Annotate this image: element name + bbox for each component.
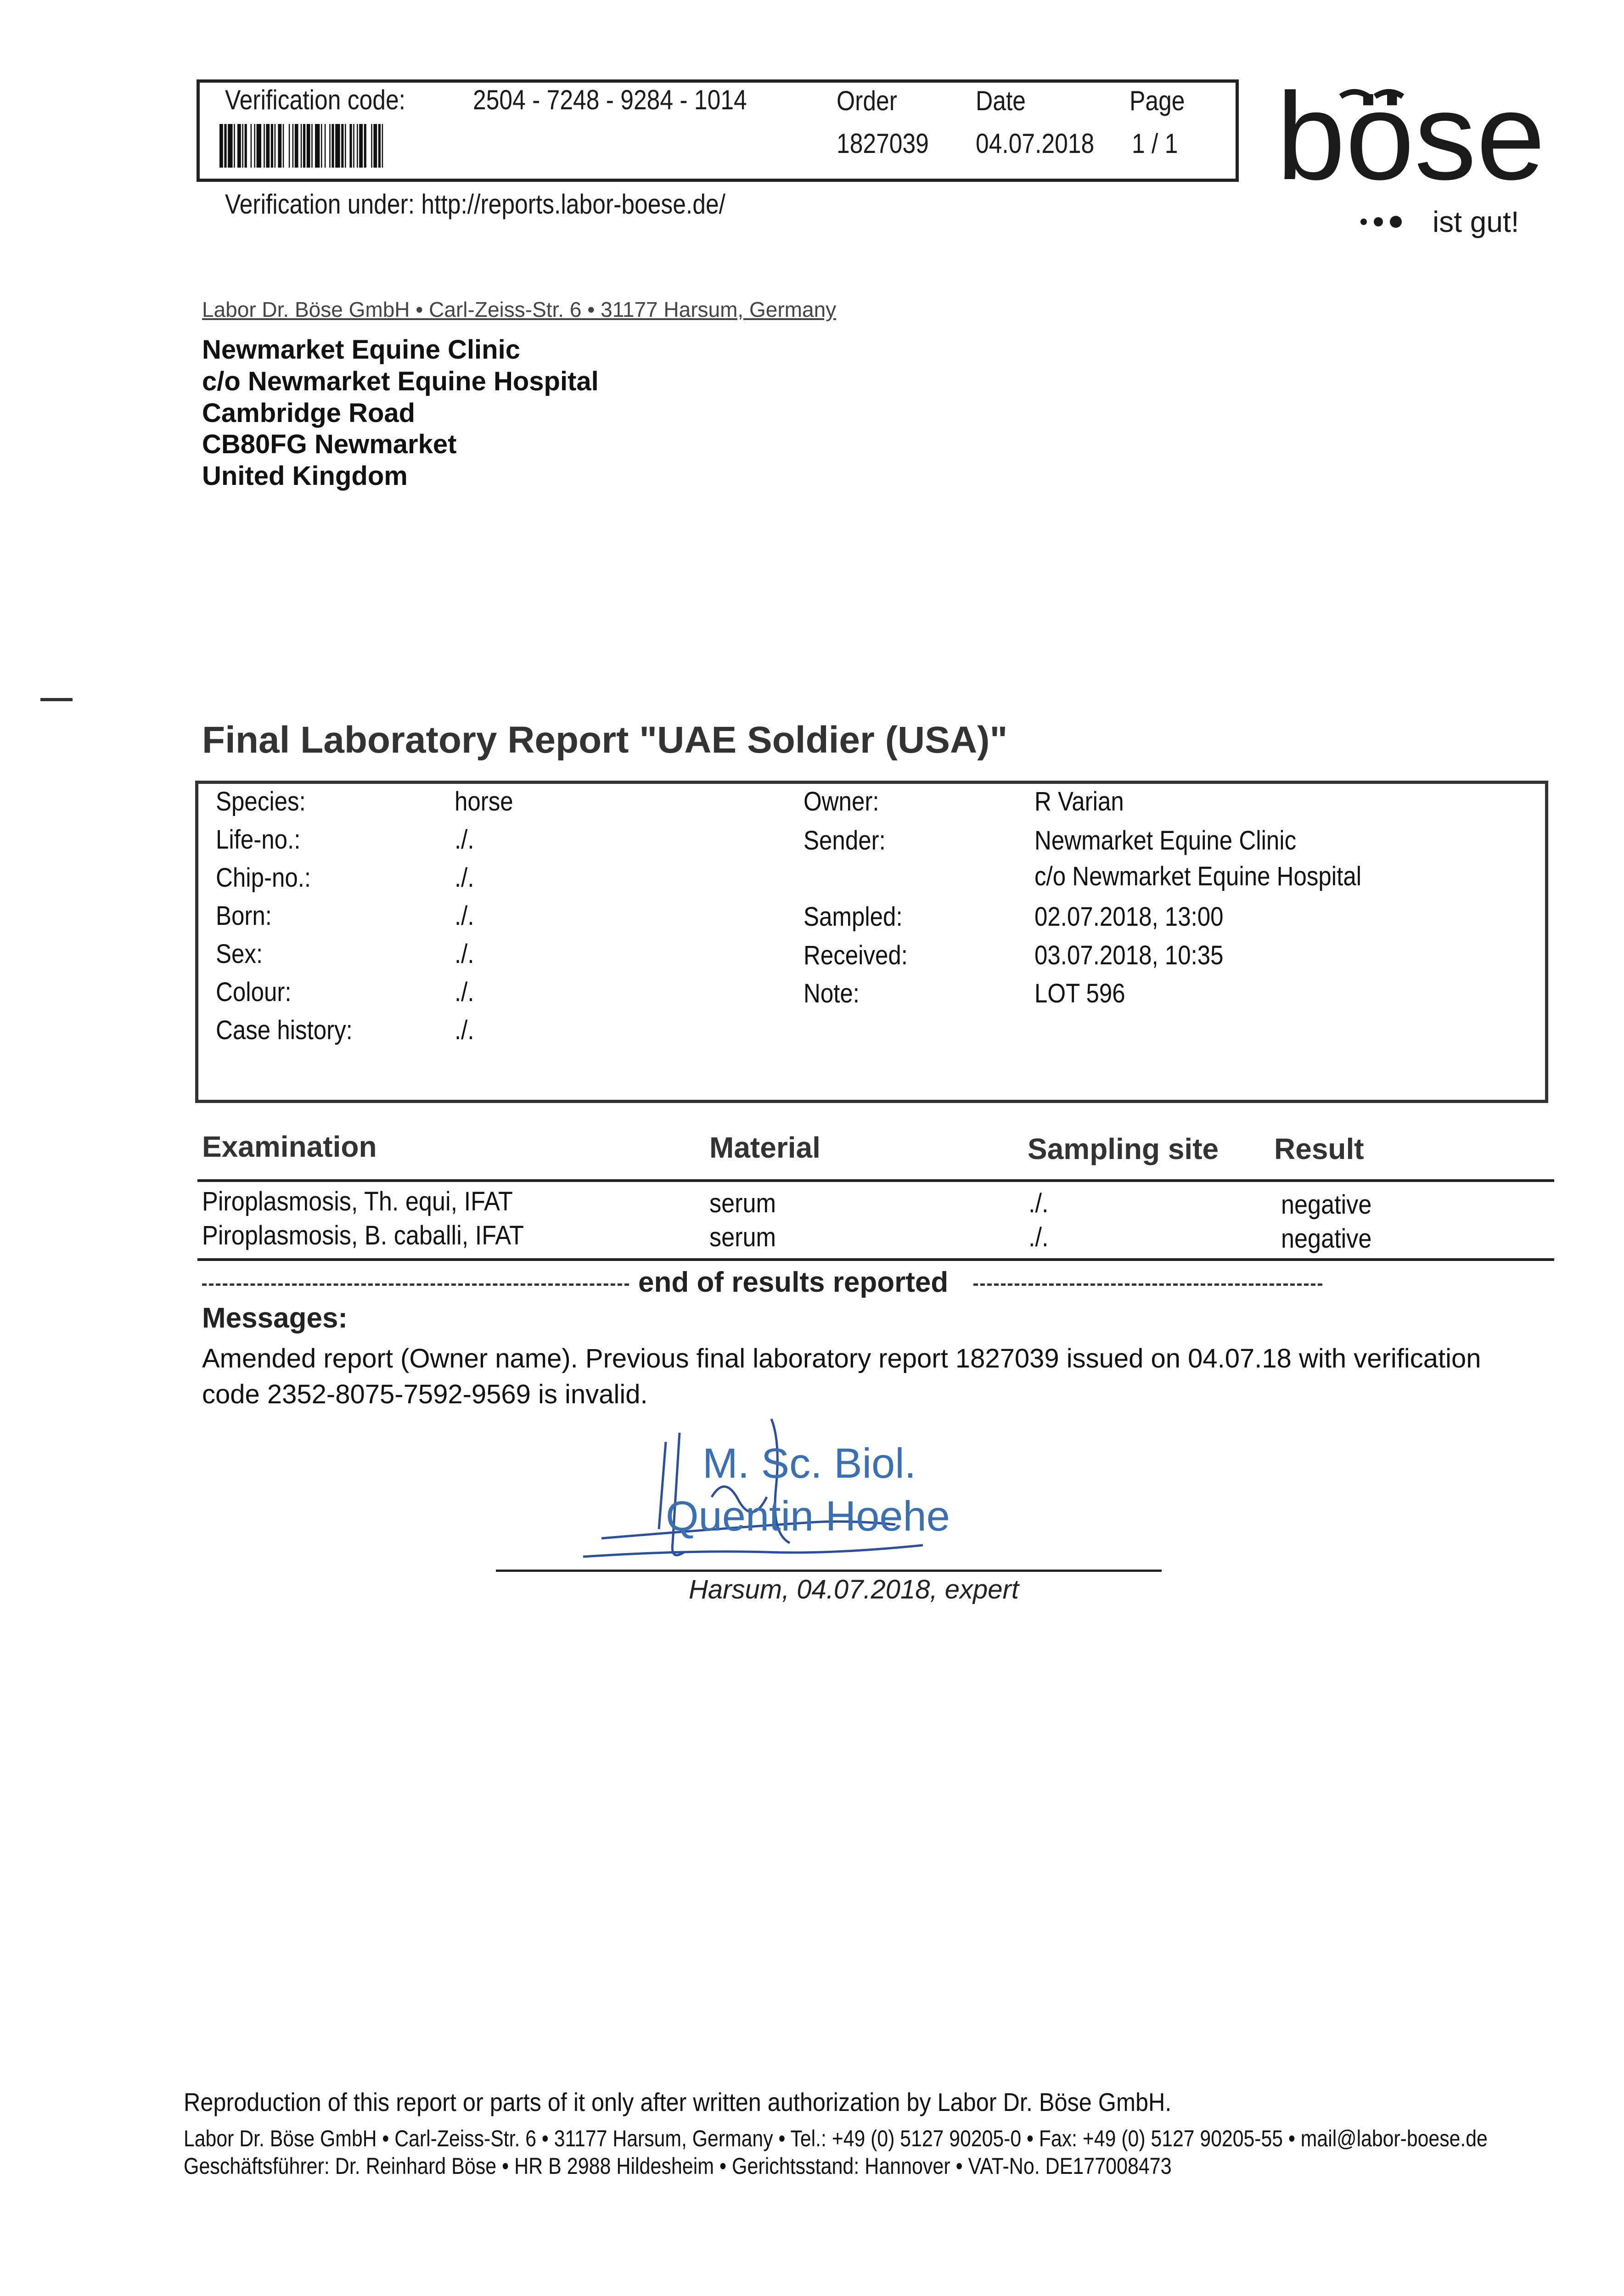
- result-row-1-site: ./.: [1028, 1188, 1049, 1218]
- colour-label: Colour:: [216, 977, 292, 1007]
- sender-value-1: Newmarket Equine Clinic: [1034, 826, 1297, 855]
- logo-dot-large: [1390, 216, 1402, 228]
- barcode-bar: [359, 124, 363, 168]
- page-value: 1 / 1: [1132, 128, 1178, 159]
- life-no-label: Life-no.:: [216, 825, 301, 855]
- logo-dot-medium: [1374, 217, 1383, 226]
- barcode-bar: [315, 124, 320, 168]
- born-label: Born:: [216, 901, 272, 931]
- barcode-bar: [364, 124, 366, 168]
- barcode-bar: [264, 124, 265, 168]
- end-dash-left: [202, 1283, 629, 1288]
- stamp-title: M. Sc. Biol.: [702, 1440, 916, 1487]
- barcode-bar: [349, 124, 352, 168]
- messages-heading: Messages:: [202, 1302, 348, 1334]
- barcode-bar: [353, 124, 354, 168]
- result-row-2-examination: Piroplasmosis, B. caballi, IFAT: [202, 1221, 524, 1250]
- result-row-1-result: negative: [1281, 1190, 1372, 1220]
- end-dash-right: [973, 1283, 1322, 1288]
- bose-logo: [1272, 73, 1547, 239]
- messages-text: Amended report (Owner name). Previous final laboratory report 1827039 issued on 04.07.18 with verification code 2352-8075-7592-9569 is invalid.: [202, 1344, 1481, 1409]
- owner-value: R Varian: [1034, 787, 1124, 816]
- barcode-bar: [251, 124, 252, 168]
- barcode-bar: [378, 124, 381, 168]
- stamp-name: Quentin Hoehe: [666, 1493, 950, 1540]
- barcode-bar: [311, 124, 313, 168]
- result-row-2-site: ./.: [1028, 1222, 1049, 1252]
- barcode-bar: [234, 124, 235, 168]
- barcode-bar: [341, 124, 343, 168]
- species-value: horse: [455, 787, 513, 816]
- barcode-bar: [325, 124, 326, 168]
- barcode-bar: [301, 124, 302, 168]
- reproduction-notice: Reproduction of this report or parts of it only after written authorization by Labor Dr. Böse GmbH.: [184, 2088, 1172, 2116]
- verification-code-label: Verification code:: [225, 84, 405, 115]
- barcode-bar: [292, 124, 294, 168]
- barcode-bar: [275, 124, 276, 168]
- recipient-line-5: United Kingdom: [202, 461, 408, 491]
- owner-label: Owner:: [804, 787, 879, 816]
- barcode-bar: [266, 124, 270, 168]
- sex-value: ./.: [455, 939, 474, 969]
- result-row-2-material: serum: [709, 1222, 776, 1252]
- barcode-bar: [335, 124, 340, 168]
- barcode-bar: [295, 124, 298, 168]
- case-history-value: ./.: [455, 1015, 474, 1045]
- barcode-bar: [242, 124, 243, 168]
- order-value: 1827039: [837, 128, 929, 159]
- barcode-bar: [278, 124, 281, 168]
- chip-no-value: ./.: [455, 863, 474, 893]
- barcode-bar: [257, 124, 261, 168]
- logo-tagline: ist gut!: [1433, 205, 1519, 238]
- barcode-bar: [245, 124, 247, 168]
- barcode-bar: [332, 124, 334, 168]
- recipient-line-4: CB80FG Newmarket: [202, 429, 457, 459]
- barcode-bar: [237, 124, 241, 168]
- case-history-label: Case history:: [216, 1015, 353, 1045]
- received-value: 03.07.2018, 10:35: [1034, 940, 1224, 970]
- signature-line: [496, 1570, 1162, 1572]
- barcode-bar: [254, 124, 255, 168]
- table-header-rule: [197, 1179, 1554, 1182]
- verification-url: Verification under: http://reports.labor-boese.de/: [225, 189, 725, 219]
- sampled-value: 02.07.2018, 13:00: [1034, 902, 1224, 932]
- recipient-line-3: Cambridge Road: [202, 398, 416, 428]
- barcode-bar: [271, 124, 273, 168]
- order-label: Order: [837, 85, 897, 116]
- colour-value: ./.: [455, 977, 474, 1007]
- result-row-1-examination: Piroplasmosis, Th. equi, IFAT: [202, 1187, 513, 1216]
- logo-dot-small: [1360, 219, 1367, 225]
- result-header: Result: [1274, 1132, 1364, 1165]
- page-label: Page: [1129, 85, 1185, 116]
- sender-value-2: c/o Newmarket Equine Hospital: [1034, 861, 1362, 891]
- material-header: Material: [709, 1131, 820, 1164]
- chip-no-label: Chip-no.:: [216, 863, 311, 893]
- signature-stamp: [666, 1437, 950, 1543]
- end-of-results-text: end of results reported: [638, 1266, 949, 1298]
- barcode-bar: [289, 124, 290, 168]
- species-label: Species:: [216, 787, 306, 816]
- sender-label: Sender:: [804, 826, 886, 855]
- footer-address-line: Labor Dr. Böse GmbH • Carl-Zeiss-Str. 6 • 31177 Harsum, Germany • Tel.: +49 (0) 5127 90205-0 • Fax: +49 (0) 5127 90205-55 • mail@labor-boese.de: [184, 2126, 1488, 2151]
- barcode-bar: [357, 124, 358, 168]
- note-value: LOT 596: [1034, 979, 1125, 1008]
- fold-mark: [40, 698, 73, 701]
- sex-label: Sex:: [216, 939, 263, 969]
- date-label: Date: [976, 85, 1026, 116]
- barcode-bar: [228, 124, 232, 168]
- barcode-bar: [219, 124, 223, 168]
- examination-header: Examination: [202, 1130, 377, 1163]
- table-footer-rule: [197, 1258, 1554, 1261]
- result-row-2-result: negative: [1281, 1224, 1372, 1254]
- barcode-bar: [382, 124, 383, 168]
- verification-code-value: 2504 - 7248 - 9284 - 1014: [473, 84, 747, 115]
- born-value: ./.: [455, 901, 474, 931]
- barcode-bar: [283, 124, 284, 168]
- report-title: Final Laboratory Report "UAE Soldier (USA)": [202, 719, 1008, 761]
- recipient-line-1: Newmarket Equine Clinic: [202, 335, 520, 365]
- barcode-image: [219, 124, 559, 168]
- barcode-bar: [373, 124, 377, 168]
- result-row-1-material: serum: [709, 1188, 776, 1218]
- sender-address-line: Labor Dr. Böse GmbH • Carl-Zeiss-Str. 6 • 31177 Harsum, Germany: [202, 298, 837, 321]
- barcode-bar: [307, 124, 310, 168]
- barcode-bar: [224, 124, 226, 168]
- barcode-bar: [371, 124, 372, 168]
- life-no-value: ./.: [455, 825, 474, 855]
- note-label: Note:: [804, 979, 860, 1008]
- barcode-bar: [303, 124, 305, 168]
- date-value: 04.07.2018: [976, 128, 1095, 159]
- sampled-label: Sampled:: [804, 902, 903, 932]
- barcode-bar: [321, 124, 322, 168]
- footer-registration-line: Geschäftsführer: Dr. Reinhard Böse • HR B 2988 Hildesheim • Gerichtsstand: Hannover • VAT-No. DE177008473: [184, 2153, 1172, 2179]
- signature-caption: Harsum, 04.07.2018, expert: [689, 1575, 1019, 1604]
- logo-wordmark: böse: [1276, 73, 1545, 206]
- sampling-site-header: Sampling site: [1028, 1132, 1219, 1165]
- barcode-bar: [345, 124, 346, 168]
- barcode-bar: [329, 124, 331, 168]
- recipient-line-2: c/o Newmarket Equine Hospital: [202, 366, 599, 396]
- received-label: Received:: [804, 940, 908, 970]
